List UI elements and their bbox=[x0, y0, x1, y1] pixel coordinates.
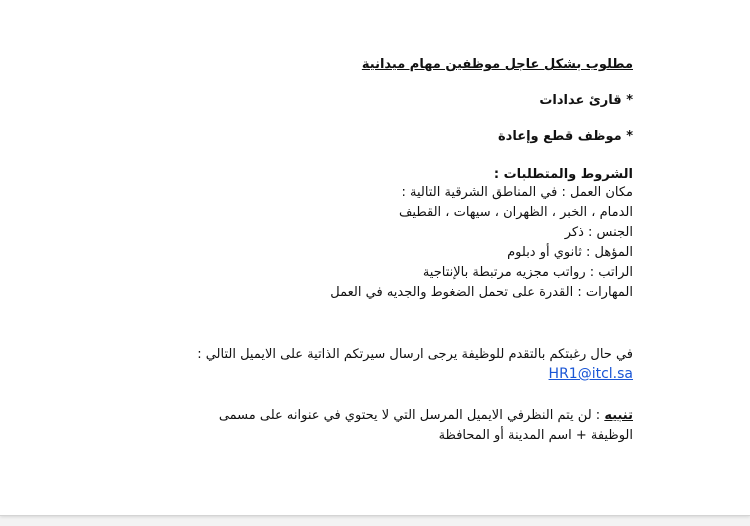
note-text: : لن يتم النظرفي الايميل المرسل التي لا يحتوي في عنوانه على مسمى الوظيفة + اسم المدينة أو المحافظة bbox=[218, 408, 633, 443]
requirement-work-location: مكان العمل : في المناطق الشرقية التالية : bbox=[401, 185, 633, 200]
position-meter-reader: * قارئ عدادات bbox=[539, 93, 633, 108]
requirement-gender: الجنس : ذكر bbox=[564, 225, 633, 240]
requirements-heading: الشروط والمتطلبات : bbox=[493, 167, 633, 182]
position-cut-and-reconnect: * موظف قطع وإعادة bbox=[497, 129, 633, 144]
note-label: تنبيه bbox=[604, 408, 633, 423]
requirement-salary: الراتب : رواتب مجزيه مرتبطة بالإنتاجية bbox=[422, 265, 633, 280]
requirement-cities: الدمام ، الخبر ، الظهران ، سيهات ، القطيف bbox=[398, 205, 633, 220]
requirement-qualification: المؤهل : ثانوي أو دبلوم bbox=[507, 245, 633, 260]
apply-instructions: في حال رغبتكم بالتقدم للوظيفة يرجى ارسال سيرتكم الذاتية على الايميل التالي : bbox=[197, 347, 633, 362]
email-link[interactable]: HR1@itcl.sa bbox=[548, 366, 633, 382]
note-paragraph bbox=[173, 406, 633, 446]
requirement-skills: المهارات : القدرة على تحمل الضغوط والجديه في العمل bbox=[330, 285, 633, 300]
page-title: مطلوب بشكل عاجل موظفين مهام ميدانية bbox=[361, 57, 633, 72]
